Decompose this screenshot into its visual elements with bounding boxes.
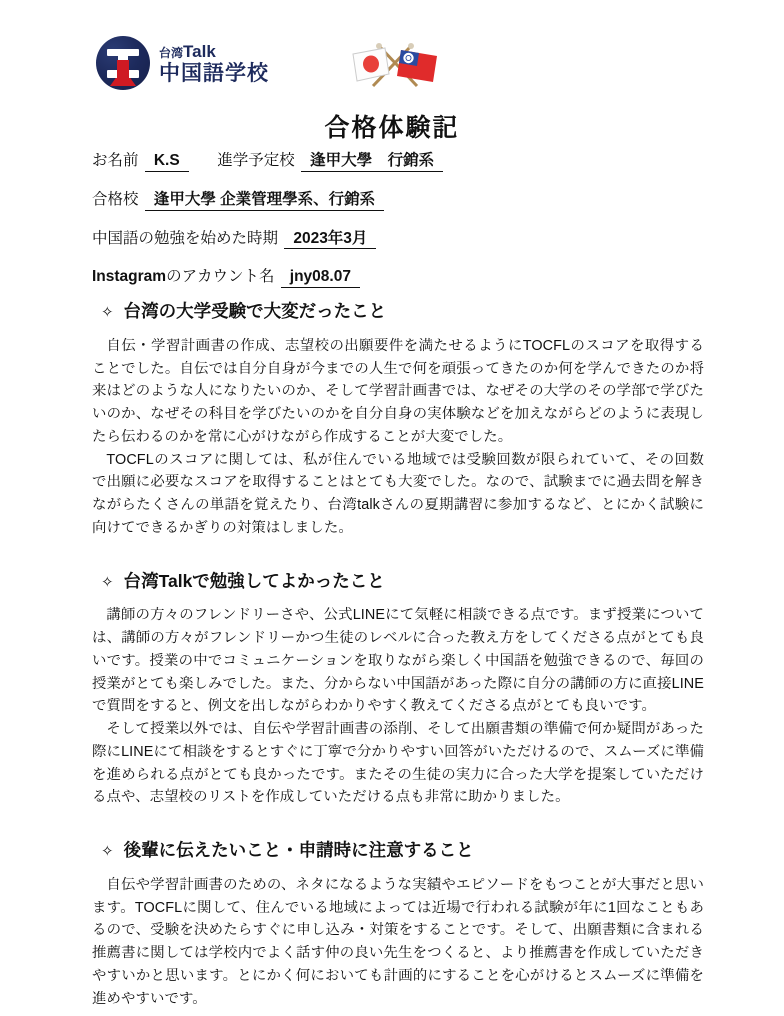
section-heading-1-text: 台湾の大学受験で大変だったこと [123, 301, 387, 321]
section-heading-3-text: 後輩に伝えたいこと・申請時に注意すること [123, 840, 474, 860]
section-advice [92, 839, 704, 1010]
paragraph: TOCFLのスコアに関しては、私が住んでいる地域では受験回数が限られていて、その回数で出願に必要なスコアを取得することはとても大変でした。なので、試験までに過去問を解きながらたくさんの単語を覚えたり、台湾talkさんの夏期講習に参加するなど、とにかく試験に向けてできるかぎりの対策はしました。 [92, 451, 704, 536]
paragraph: 自伝・学習計画書の作成、志望校の出願要件を満たせるようにTOCFLのスコアを取得することでした。自伝では自分自身が今までの人生で何を頑張ってきたのか何を学んできたのか将来はどのような人になりたいのか、そして学習計画書では、なぜその大学のその学部で学びたいのか、なぜその科目を学びたいのかを自分自身の実体験などを加えながらどのように表現したら伝わるのかを常に心がけながら作成することが大変でした。 [92, 337, 704, 445]
section-hardships [92, 300, 704, 540]
taiwan-flag-icon [397, 50, 437, 82]
logo-text-bottom: 中国語学校 [159, 61, 269, 85]
label-start-date: 中国語の勉強を始めた時期 [92, 229, 279, 247]
logo-text-top [159, 43, 269, 60]
label-instagram-rest: のアカウント名 [166, 268, 275, 286]
form-fields [92, 152, 716, 307]
logo-mark-icon [96, 36, 150, 90]
diamond-bullet-icon: ✧ [101, 573, 114, 591]
paragraph: 講師の方々のフレンドリーさや、公式LINEにて気軽に相談できる点です。まず授業については、講師の方々がフレンドリーかつ生徒のレベルに合った教え方をしてくださる点がとても良いです。授業の中でコミュニケーションを取りながら楽しく中国語を勉強できるので、毎回の授業がとても楽しみでした。また、分からない中国語があった際に自分の講師の方に直接LINEで質問をすると、例文を出しながらわかりやすく教えてくださる点がとても良いです。 [92, 607, 704, 715]
section-heading-3 [92, 839, 704, 862]
value-instagram: jny08.07 [281, 268, 360, 288]
paragraph: 自伝や学習計画書のための、ネタになるような実績やエピソードをもつことが大事だと思います。TOCFLに関して、住んでいる地域によっては近場で行われる試験が年に1回なこともあるので、受験を決めたらすぐに申し込み・対策をすることです。そして、出願書類に含まれる推薦書に関しては学校内でよく話す仲の良い先生をつくると、より推薦書を作成していただきやすいかと思います。とにかく何においても計画的にすることを心がけるとスムーズに準備を進めやすいです。 [92, 876, 704, 1007]
section-heading-2-text: 台湾Talkで勉強してよかったこと [123, 570, 385, 591]
label-instagram-bold: Instagram [92, 268, 167, 286]
value-accepted-school: 逢甲大學 企業管理學系、行銷系 [145, 191, 384, 211]
field-row-name [92, 152, 716, 172]
label-accepted-school: 合格校 [92, 190, 139, 208]
section-body-1 [92, 335, 704, 540]
section-heading-1 [92, 300, 704, 323]
document-body [92, 300, 704, 1016]
section-body-2 [92, 604, 704, 809]
field-row-accepted-school [92, 191, 716, 211]
section-benefits [92, 570, 704, 810]
label-planned-school: 進学予定校 [217, 152, 295, 169]
logo-text-talk: Talk [183, 41, 216, 61]
logo-wordmark [159, 43, 269, 84]
field-row-instagram [92, 268, 716, 288]
document-header [0, 0, 784, 96]
section-body-3 [92, 874, 704, 1011]
value-name: K.S [145, 152, 189, 172]
field-row-start-date [92, 230, 716, 250]
logo-text-taiwan: 台湾 [159, 45, 184, 60]
value-start-date: 2023年3月 [284, 230, 376, 250]
label-name: お名前 [92, 152, 139, 169]
flags-svg [349, 40, 441, 92]
diamond-bullet-icon: ✧ [101, 304, 114, 321]
diamond-bullet-icon: ✧ [101, 843, 114, 860]
crossed-flags-icon [349, 40, 441, 92]
section-heading-2 [92, 570, 704, 593]
school-logo [96, 36, 269, 90]
paragraph: そして授業以外では、自伝や学習計画書の添削、そして出願書類の準備で何か疑問があった際にLINEにて相談をするとすぐに丁寧で分かりやすい回答がいただけるので、スムーズに準備を進められる点がとても良かったです。またその生徒の実力に合った大学を提案していただける点や、志望校のリストを作成していただける点も非常に助かりました。 [92, 721, 704, 806]
page-title: 合格体験記 [324, 114, 460, 142]
value-planned-school: 逢甲大學 行銷系 [301, 152, 443, 172]
